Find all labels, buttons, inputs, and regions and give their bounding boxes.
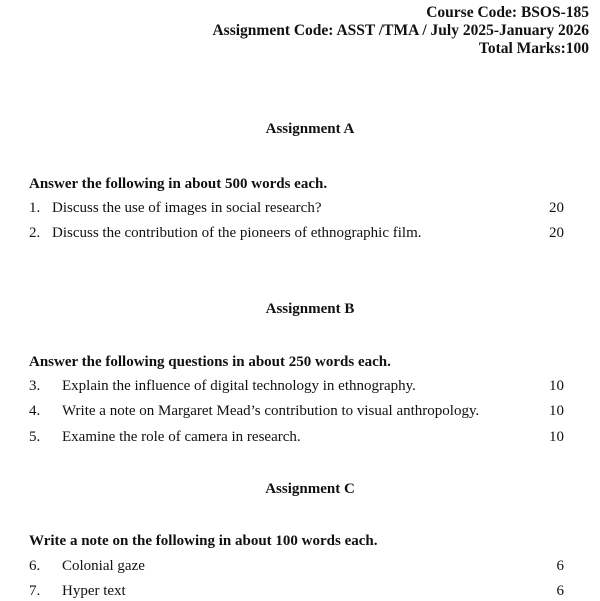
question-row (29, 558, 600, 576)
assignment-code: Assignment Code: ASST /TMA / July 2025-January 2026 (212, 22, 589, 39)
question-row (29, 403, 600, 421)
question-text: Examine the role of camera in research. (62, 429, 301, 445)
question-text: Explain the influence of digital technology in ethnography. (62, 378, 416, 394)
question-number: 4. (29, 403, 41, 419)
question-number: 7. (29, 583, 41, 599)
question-marks: 6 (556, 558, 564, 574)
section-instruction-c: Write a note on the following in about 100 words each. (29, 533, 378, 549)
question-number: 3. (29, 378, 41, 394)
question-marks: 20 (549, 225, 564, 241)
question-row (29, 225, 600, 243)
section-instruction-b: Answer the following questions in about 250 words each. (29, 354, 391, 370)
question-marks: 20 (549, 200, 564, 216)
question-row (29, 583, 600, 601)
question-number: 6. (29, 558, 41, 574)
section-title-a: Assignment A (265, 121, 355, 137)
question-row (29, 200, 600, 218)
question-text: Hyper text (62, 583, 126, 599)
section-title-c: Assignment C (265, 481, 355, 497)
section-instruction-a: Answer the following in about 500 words each. (29, 176, 328, 192)
question-number: 2. (29, 225, 41, 241)
question-marks: 10 (549, 403, 564, 419)
question-text: Discuss the use of images in social research? (52, 200, 322, 216)
section-title-b: Assignment B (265, 301, 355, 317)
question-text: Colonial gaze (62, 558, 145, 574)
question-number: 5. (29, 429, 41, 445)
document-header (212, 4, 589, 58)
question-row (29, 429, 600, 447)
question-number: 1. (29, 200, 41, 216)
question-row (29, 378, 600, 396)
question-text: Write a note on Margaret Mead’s contribution to visual anthropology. (62, 403, 480, 419)
course-code: Course Code: BSOS-185 (426, 4, 589, 21)
question-marks: 10 (549, 429, 564, 445)
question-marks: 6 (556, 583, 564, 599)
question-text: Discuss the contribution of the pioneers of ethnographic film. (52, 225, 422, 241)
total-marks: Total Marks:100 (478, 40, 589, 57)
question-marks: 10 (549, 378, 564, 394)
